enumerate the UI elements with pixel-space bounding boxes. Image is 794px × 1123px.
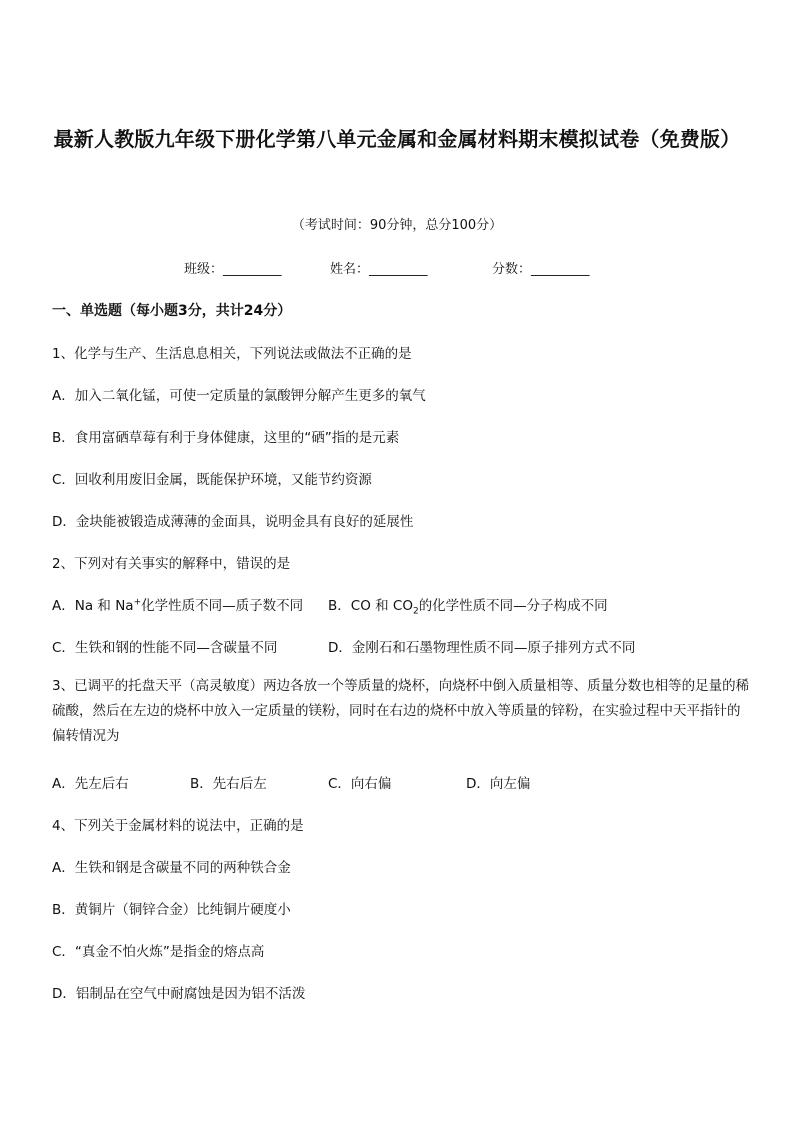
question-4-option-a: A．生铁和钢是含碳量不同的两种铁合金 [52,860,291,876]
name-field: 姓名：_________ [330,262,428,277]
option-a-text-pre: A．Na 和 Na [52,598,134,614]
question-1-option-d: D．金块能被锻造成薄薄的金面具，说明金具有良好的延展性 [52,514,414,530]
question-1-option-a: A．加入二氧化锰，可使一定质量的氯酸钾分解产生更多的氧气 [52,388,426,404]
subscript-count: 2 [412,606,419,617]
option-b-text-post: 的化学性质不同—分子构成不同 [418,598,608,614]
question-3-option-d: D．向左偏 [466,776,531,792]
question-4-option-d: D．铝制品在空气中耐腐蚀是因为铝不活泼 [52,986,306,1002]
question-4-option-c: C．“真金不怕火炼”是指金的熔点高 [52,944,265,960]
question-1-stem: 1、化学与生产、生活息息相关，下列说法或做法不正确的是 [52,346,412,362]
question-3-stem: 3、已调平的托盘天平（高灵敏度）两边各放一个等质量的烧杯，向烧杯中倒入质量相等、质量分数也相等的足量的稀硫酸，然后在左边的烧杯中放入一定质量的镁粉，同时在右边的烧杯中放入等质量的锌粉，在实验过程中天平指针的偏转情况为 [52,678,750,744]
question-2-stem: 2、下列对有关事实的解释中，错误的是 [52,556,291,572]
question-2-option-b [328,594,608,617]
section-heading: 一、单选题（每小题3分，共计24分） [52,303,292,319]
question-1-option-c: C．回收利用废旧金属，既能保护环境，又能节约资源 [52,472,372,488]
question-1-option-b: B．食用富硒草莓有利于身体健康，这里的“硒”指的是元素 [52,430,400,446]
question-3-option-a: A．先左后右 [52,776,129,792]
question-2-option-a [52,594,303,614]
page-title: 最新人教版九年级下册化学第八单元金属和金属材料期末模拟试卷（免费版） [53,127,741,151]
score-field: 分数：_________ [492,262,590,277]
option-a-text-post: 化学性质不同—质子数不同 [141,598,304,614]
class-field: 班级：_________ [184,262,282,277]
exam-time-note: （考试时间：90分钟，总分100分） [291,218,503,233]
question-4-stem: 4、下列关于金属材料的说法中，正确的是 [52,818,304,834]
option-b-text-pre: B．CO 和 CO [328,598,413,614]
question-3-option-c: C．向右偏 [328,776,392,792]
question-2-option-d: D．金刚石和石墨物理性质不同—原子排列方式不同 [328,640,636,656]
superscript-charge: + [133,597,142,608]
question-4-option-b: B．黄铜片（铜锌合金）比纯铜片硬度小 [52,902,291,918]
question-3-option-b: B．先右后左 [190,776,267,792]
question-2-option-c: C．生铁和钢的性能不同—含碳量不同 [52,640,278,656]
